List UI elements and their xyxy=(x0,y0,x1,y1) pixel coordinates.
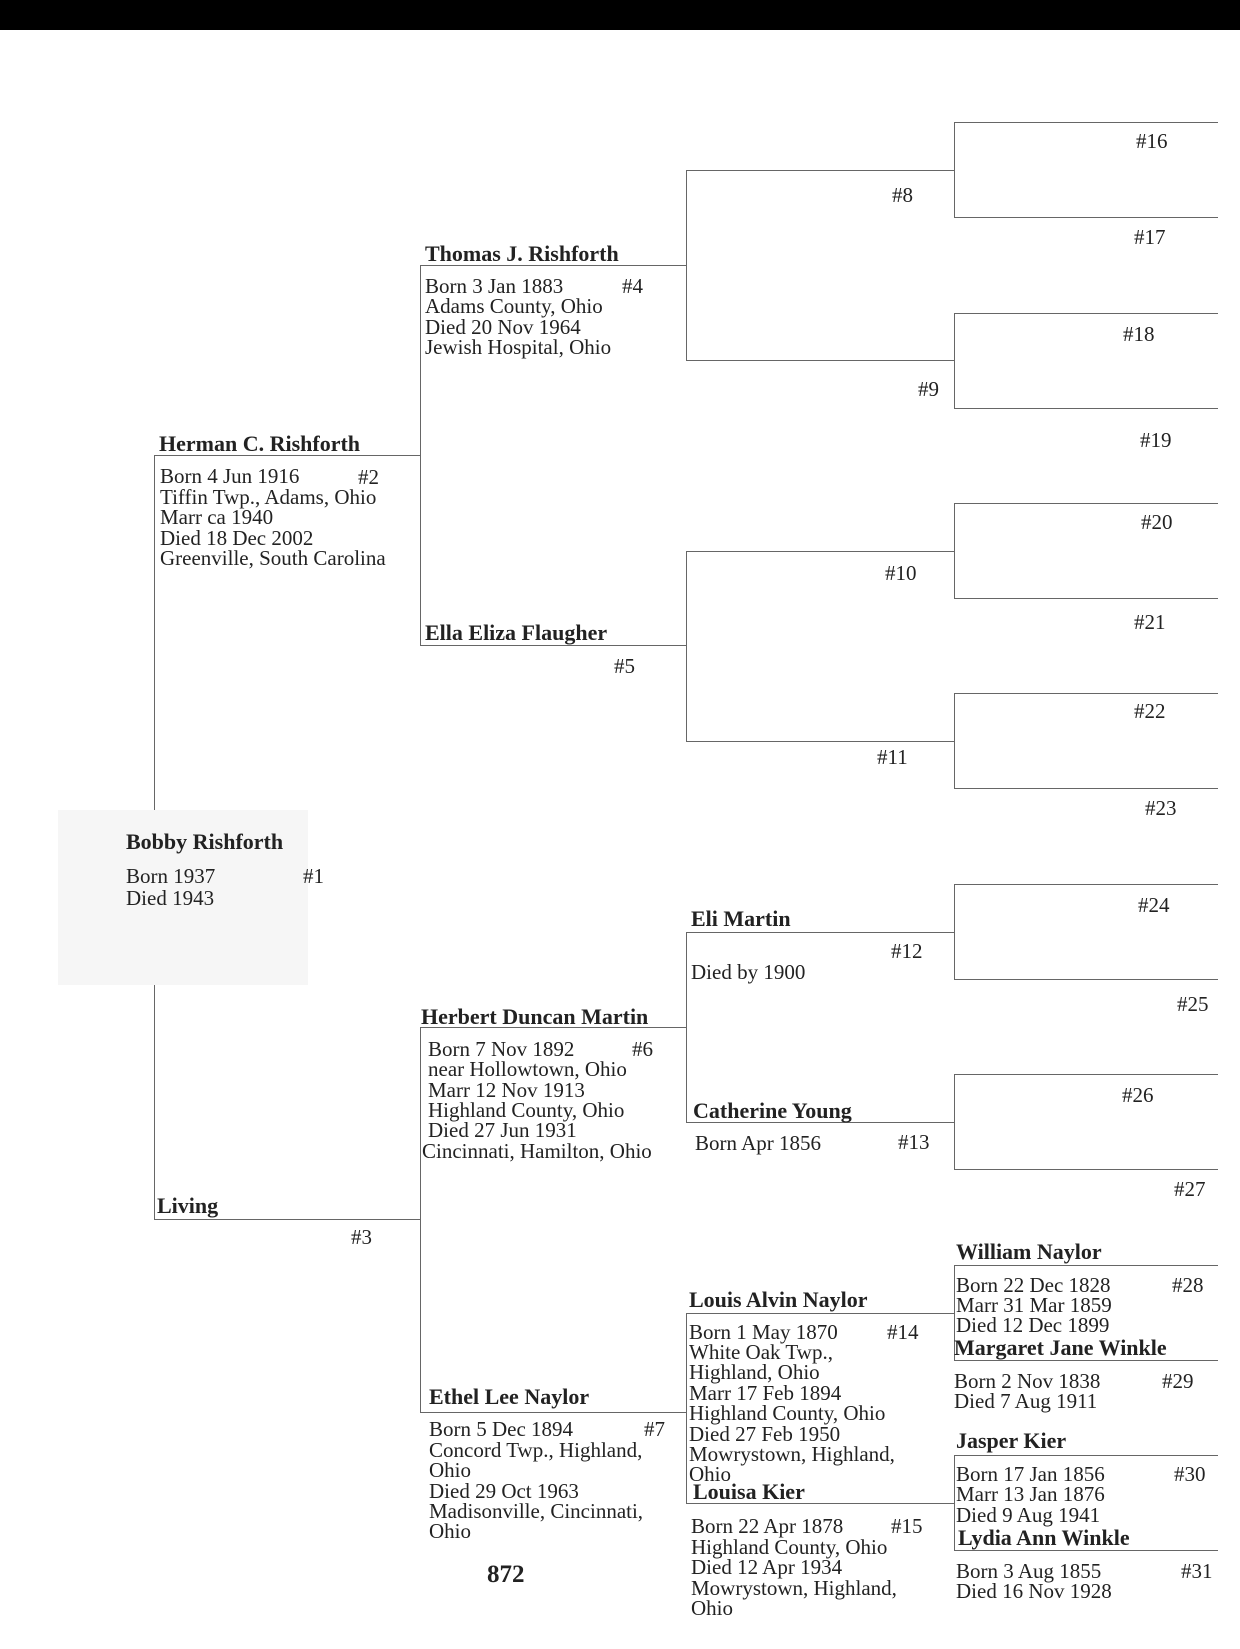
person-13-name: Catherine Young xyxy=(693,1098,852,1123)
person-4-line-4: Jewish Hospital, Ohio xyxy=(425,335,612,359)
person-2-line-4: Died 18 Dec 2002 xyxy=(160,526,314,550)
person-24-number: #24 xyxy=(1138,893,1170,917)
person-12-line-1: Died by 1900 xyxy=(691,960,806,984)
person-14-number: #14 xyxy=(887,1320,919,1344)
person-16-number: #16 xyxy=(1136,129,1168,153)
person-2-name: Herman C. Rishforth xyxy=(159,431,361,456)
person-15-line-3: Died 12 Apr 1934 xyxy=(691,1555,843,1579)
person-14-line-8: Ohio xyxy=(689,1462,731,1486)
page-number: 872 xyxy=(487,1561,525,1588)
person-1-died: Died 1943 xyxy=(126,886,215,910)
person-10-number: #10 xyxy=(885,561,917,585)
person-2-line-1: Born 4 Jun 1916 xyxy=(160,464,300,488)
person-29-number: #29 xyxy=(1162,1369,1194,1393)
person-1-born: Born 1937 xyxy=(126,864,216,888)
person-28-line-3: Died 12 Dec 1899 xyxy=(956,1313,1110,1337)
person-7-line-4: Died 29 Oct 1963 xyxy=(429,1479,579,1503)
person-14-line-7: Mowrystown, Highland, xyxy=(689,1442,895,1466)
person-8-number: #8 xyxy=(892,183,913,207)
person-2-number: #2 xyxy=(358,465,379,489)
person-6-name: Herbert Duncan Martin xyxy=(421,1004,649,1029)
person-14-name: Louis Alvin Naylor xyxy=(689,1287,868,1312)
person-7-line-6: Ohio xyxy=(429,1519,471,1543)
person-4-line-2: Adams County, Ohio xyxy=(425,294,603,318)
person-30-line-3: Died 9 Aug 1941 xyxy=(956,1503,1101,1527)
person-14-line-1: Born 1 May 1870 xyxy=(689,1320,838,1344)
person-15-line-4: Mowrystown, Highland, xyxy=(691,1576,897,1600)
person-27-number: #27 xyxy=(1174,1177,1206,1201)
person-14-line-4: Marr 17 Feb 1894 xyxy=(689,1381,842,1405)
person-13-line-1: Born Apr 1856 xyxy=(695,1131,821,1155)
person-23-number: #23 xyxy=(1145,796,1177,820)
person-7-line-2: Concord Twp., Highland, xyxy=(429,1438,643,1462)
person-5-number: #5 xyxy=(614,654,635,678)
person-12-name: Eli Martin xyxy=(691,906,791,931)
person-14-line-3: Highland, Ohio xyxy=(689,1360,820,1384)
person-6-line-2: near Hollowtown, Ohio xyxy=(428,1057,627,1081)
person-31-name: Lydia Ann Winkle xyxy=(958,1525,1130,1550)
person-6-line-6: Cincinnati, Hamilton, Ohio xyxy=(422,1139,652,1163)
person-4-name: Thomas J. Rishforth xyxy=(425,241,619,266)
person-6-number: #6 xyxy=(632,1037,653,1061)
person-3-number: #3 xyxy=(351,1225,372,1249)
person-25-number: #25 xyxy=(1177,992,1209,1016)
person-28-line-1: Born 22 Dec 1828 xyxy=(956,1273,1111,1297)
person-18-number: #18 xyxy=(1123,322,1155,346)
person-7-number: #7 xyxy=(644,1417,665,1441)
person-14-line-5: Highland County, Ohio xyxy=(689,1401,886,1425)
person-2-line-5: Greenville, South Carolina xyxy=(160,546,386,570)
person-5-name: Ella Eliza Flaugher xyxy=(425,620,608,645)
person-7-line-3: Ohio xyxy=(429,1458,471,1482)
person-4-line-3: Died 20 Nov 1964 xyxy=(425,315,581,339)
person-11-number: #11 xyxy=(877,745,908,769)
person-31-number: #31 xyxy=(1181,1559,1213,1583)
person-28-number: #28 xyxy=(1172,1273,1204,1297)
person-20-number: #20 xyxy=(1141,510,1173,534)
person-30-number: #30 xyxy=(1174,1462,1206,1486)
person-19-number: #19 xyxy=(1140,428,1172,452)
person-15-name: Louisa Kier xyxy=(693,1479,805,1504)
person-17-number: #17 xyxy=(1134,225,1166,249)
person-12-number: #12 xyxy=(891,939,923,963)
person-7-line-5: Madisonville, Cincinnati, xyxy=(429,1499,644,1523)
person-29-name: Margaret Jane Winkle xyxy=(954,1335,1167,1360)
person-9-number: #9 xyxy=(918,377,939,401)
person-30-line-1: Born 17 Jan 1856 xyxy=(956,1462,1105,1486)
person-15-number: #15 xyxy=(891,1514,923,1538)
person-29-line-1: Born 2 Nov 1838 xyxy=(954,1369,1101,1393)
person-7-name: Ethel Lee Naylor xyxy=(429,1384,590,1409)
person-6-line-4: Highland County, Ohio xyxy=(428,1098,625,1122)
person-7-line-1: Born 5 Dec 1894 xyxy=(429,1417,574,1441)
person-22-number: #22 xyxy=(1134,699,1166,723)
person-15-line-2: Highland County, Ohio xyxy=(691,1535,888,1559)
person-2-line-3: Marr ca 1940 xyxy=(160,505,274,529)
person-14-line-2: White Oak Twp., xyxy=(689,1340,833,1364)
person-1-number: #1 xyxy=(303,864,324,888)
person-26-number: #26 xyxy=(1122,1083,1154,1107)
person-4-line-1: Born 3 Jan 1883 xyxy=(425,274,564,298)
person-13-number: #13 xyxy=(898,1130,930,1154)
person-30-line-2: Marr 13 Jan 1876 xyxy=(956,1482,1105,1506)
person-29-line-2: Died 7 Aug 1911 xyxy=(954,1389,1098,1413)
person-4-number: #4 xyxy=(622,274,643,298)
person-1-name: Bobby Rishforth xyxy=(126,829,284,854)
person-6-line-1: Born 7 Nov 1892 xyxy=(428,1037,575,1061)
person-6-line-3: Marr 12 Nov 1913 xyxy=(428,1078,585,1102)
person-15-line-5: Ohio xyxy=(691,1596,733,1620)
person-28-line-2: Marr 31 Mar 1859 xyxy=(956,1293,1112,1317)
person-28-name: William Naylor xyxy=(956,1239,1102,1264)
person-3-name: Living xyxy=(157,1193,219,1218)
scan-top-border xyxy=(0,0,1240,30)
person-6-line-5: Died 27 Jun 1931 xyxy=(428,1118,577,1142)
person-31-line-2: Died 16 Nov 1928 xyxy=(956,1579,1112,1603)
person-31-line-1: Born 3 Aug 1855 xyxy=(956,1559,1102,1583)
person-21-number: #21 xyxy=(1134,610,1166,634)
person-2-line-2: Tiffin Twp., Adams, Ohio xyxy=(160,485,377,509)
person-30-name: Jasper Kier xyxy=(956,1428,1067,1453)
person-15-line-1: Born 22 Apr 1878 xyxy=(691,1514,844,1538)
person-14-line-6: Died 27 Feb 1950 xyxy=(689,1422,841,1446)
